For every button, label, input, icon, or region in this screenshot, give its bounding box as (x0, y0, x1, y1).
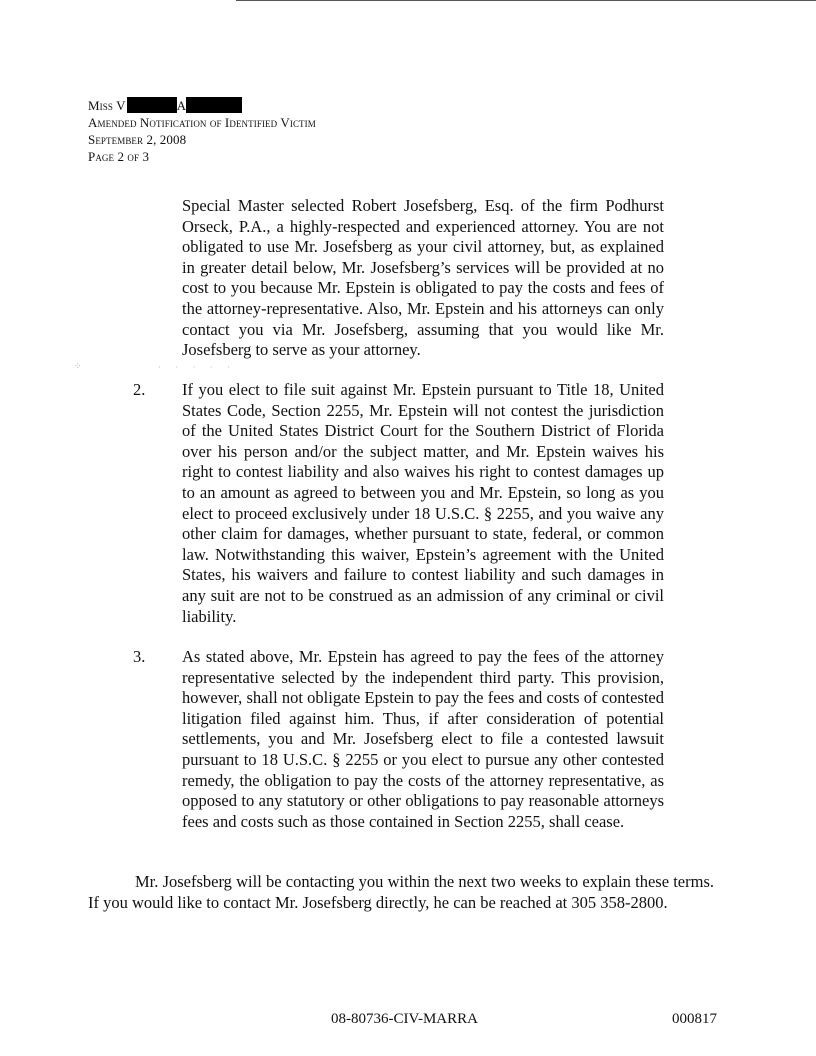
list-item-text: As stated above, Mr. Epstein has agreed to pay the fees of the attorney representative selected by the independent third party. This provision, however, shall not obligate Epstein to pay the fees and costs of contested litigation filed against him. Thus, if after consideration of potential settlements, you and Mr. Josefsberg elect to file a contested lawsuit pursuant to 18 U.S.C. § 2255 or you elect to pursue any other contested remedy, the obligation to pay the costs of the attorney representative, as opposed to any statutory or other obligations to pay reasonable attorneys fees and costs such as those contained in Section 2255, shall cease. (182, 647, 664, 831)
scan-artifact: · · · · · (158, 362, 236, 372)
continuation-paragraph: Special Master selected Robert Josefsberg, Esq. of the firm Podhurst Orseck, P.A., a highly-respected and experienced attorney. You are not obligated to use Mr. Josefsberg as your civil attorney, but, as explained in greater detail below, Mr. Josefsberg’s services will be provided at no cost to you because Mr. Epstein is obligated to pay the costs and fees of the attorney-representative. Also, Mr. Epstein and his attorneys can only contact you via Mr. Josefsberg, assuming that you would like Mr. Josefsberg to serve as your attorney. (182, 196, 664, 360)
redaction-box (127, 97, 177, 113)
bates-number: 000817 (672, 1011, 717, 1027)
redaction-box (186, 97, 242, 113)
subject-line: Amended Notification of Identified Victim (88, 115, 316, 130)
case-number: 08-80736-CIV-MARRA (331, 1011, 478, 1027)
scan-artifact: ⁘ (74, 361, 82, 371)
date-line: September 2, 2008 (88, 132, 187, 147)
page-number: Page 2 of 3 (88, 149, 150, 164)
closing-paragraph: Mr. Josefsberg will be contacting you within the next two weeks to explain these terms. If you would like to contact Mr. Josefsberg directly, he can be reached at 305 358-2800. (88, 872, 714, 912)
recipient-mid: A (176, 98, 187, 113)
list-item-text: If you elect to file suit against Mr. Epstein pursuant to Title 18, United States Code, Section 2255, Mr. Epstein will not contest the jurisdiction of the United States District Court for the Southern District of Florida over his person and/or the subject matter, and Mr. Epstein waives his right to contest liability and also waives his right to contest damages up to an amount as agreed to between you and Mr. Epstein, so long as you elect to proceed exclusively under 18 U.S.C. § 2255, and you waive any other claim for damages, whether pursuant to state, federal, or common law. Notwithstanding this waiver, Epstein’s agreement with the United States, his waivers and failure to contest liability and such damages in any suit are not to be construed as an admission of any criminal or civil liability. (182, 380, 664, 626)
letter-header (88, 97, 316, 165)
recipient-line (88, 97, 316, 114)
list-item-number: 2. (133, 380, 146, 399)
recipient-prefix: Miss V (88, 98, 126, 113)
top-edge-rule (236, 0, 816, 1)
list-item-number: 3. (133, 647, 146, 666)
